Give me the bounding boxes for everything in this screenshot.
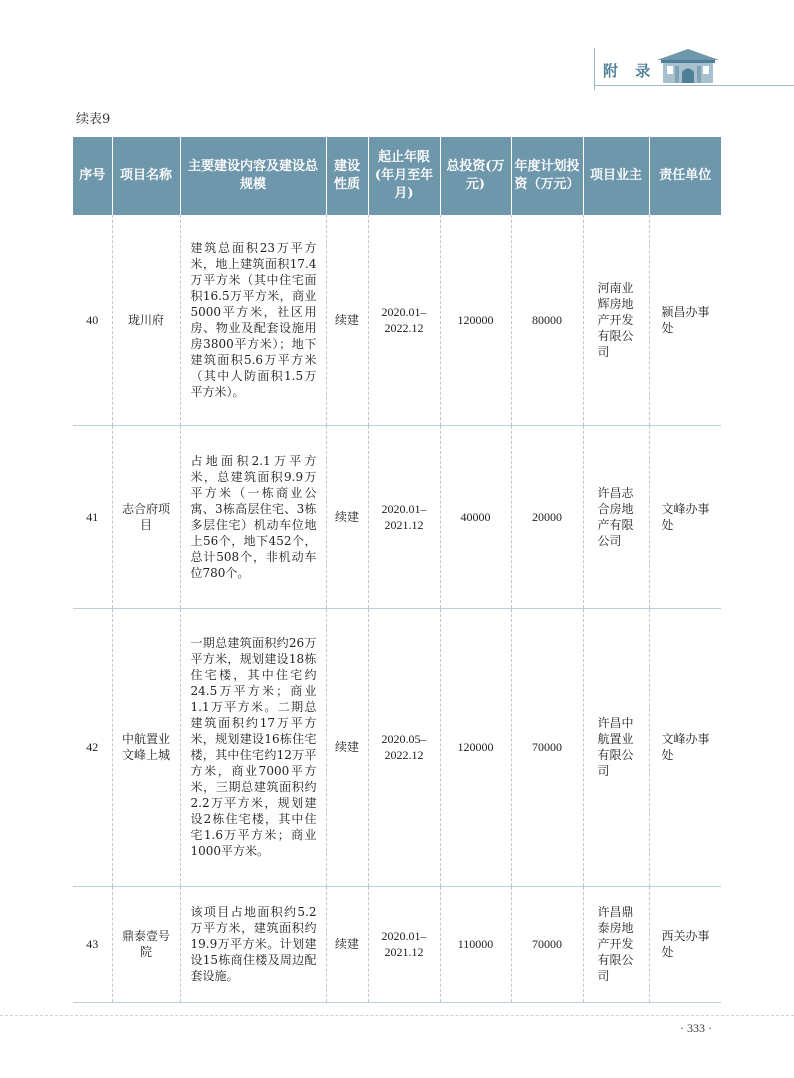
row-period: 2020.05–2022.12 [368,608,440,886]
table-row [73,886,721,1002]
row-nature: 续建 [326,886,368,1002]
footer-rule [0,1015,794,1016]
col-header-name: 项目名称 [112,137,180,215]
row-nature: 续建 [326,425,368,608]
col-header-no: 序号 [73,137,112,215]
row-content: 占地面积2.1万平方米，总建筑面积9.9万平方米（一栋商业公寓、3栋高层住宅、3栋多层住宅）机动车位地上56个，地下452个，总计508个，非机动车位780个。 [180,425,326,608]
section-label: 附 录 [603,62,657,80]
row-no: 42 [73,608,112,886]
row-owner: 许昌鼎泰房地产开发有限公司 [583,886,649,1002]
header-rule [594,85,794,86]
row-content: 一期总建筑面积约26万平方米，规划建设18栋住宅楼，其中住宅约24.5万平方米；商业1.1万平方米。二期总建筑面积约17万平方米，规划建设16栋住宅楼，其中住宅约12万平方米，商业7000平方米，三期总建筑面积约2.2万平方米，规划建设2栋住宅楼，其中住宅1.6万平方米；商业1000平方米。 [180,608,326,886]
header-divider [594,48,595,90]
row-content: 该项目占地面积约5.2万平方米，建筑面积约19.9万平方米。计划建设15栋商住楼及周边配套设施。 [180,886,326,1002]
row-period: 2020.01–2021.12 [368,425,440,608]
col-header-content: 主要建设内容及建设总规模 [180,137,326,215]
row-unit: 颍昌办事处 [649,215,721,425]
col-header-unit: 责任单位 [649,137,721,215]
row-total-investment: 120000 [440,608,511,886]
row-unit: 文峰办事处 [649,608,721,886]
table-header-row [73,137,721,215]
row-no: 41 [73,425,112,608]
row-owner: 许昌中航置业有限公司 [583,608,649,886]
row-period: 2020.01–2022.12 [368,215,440,425]
row-project-name: 鼎泰壹号院 [112,886,180,1002]
col-header-nature: 建设性质 [326,137,368,215]
row-period: 2020.01–2021.12 [368,886,440,1002]
row-no: 40 [73,215,112,425]
row-project-name: 志合府项目 [112,425,180,608]
row-annual-investment: 70000 [511,608,583,886]
table-row [73,215,721,425]
col-header-total-investment: 总投资(万元) [440,137,511,215]
row-no: 43 [73,886,112,1002]
row-unit: 文峰办事处 [649,425,721,608]
row-content: 建筑总面积23万平方米，地上建筑面积17.4万平方米（其中住宅面积16.5万平方米，商业5000平方米，社区用房、物业及配套设施用房3800平方米）；地下建筑面积5.6万平方米（其中人防面积1.5万平方米）。 [180,215,326,425]
row-annual-investment: 80000 [511,215,583,425]
col-header-owner: 项目业主 [583,137,649,215]
row-owner: 河南业辉房地产开发有限公司 [583,215,649,425]
row-total-investment: 40000 [440,425,511,608]
col-header-annual-investment: 年度计划投资（万元） [511,137,583,215]
table-continuation-label: 续表9 [76,112,111,127]
table-row [73,425,721,608]
row-owner: 许昌志合房地产有限公司 [583,425,649,608]
row-nature: 续建 [326,608,368,886]
projects-table [73,137,721,1003]
page-number: · 333 · [680,1021,712,1035]
gate-tower-icon [655,46,721,84]
row-nature: 续建 [326,215,368,425]
row-total-investment: 120000 [440,215,511,425]
row-unit: 西关办事处 [649,886,721,1002]
table-row [73,608,721,886]
row-project-name: 珑川府 [112,215,180,425]
row-project-name: 中航置业文峰上城 [112,608,180,886]
col-header-period: 起止年限(年月至年月) [368,137,440,215]
row-total-investment: 110000 [440,886,511,1002]
row-annual-investment: 20000 [511,425,583,608]
row-annual-investment: 70000 [511,886,583,1002]
